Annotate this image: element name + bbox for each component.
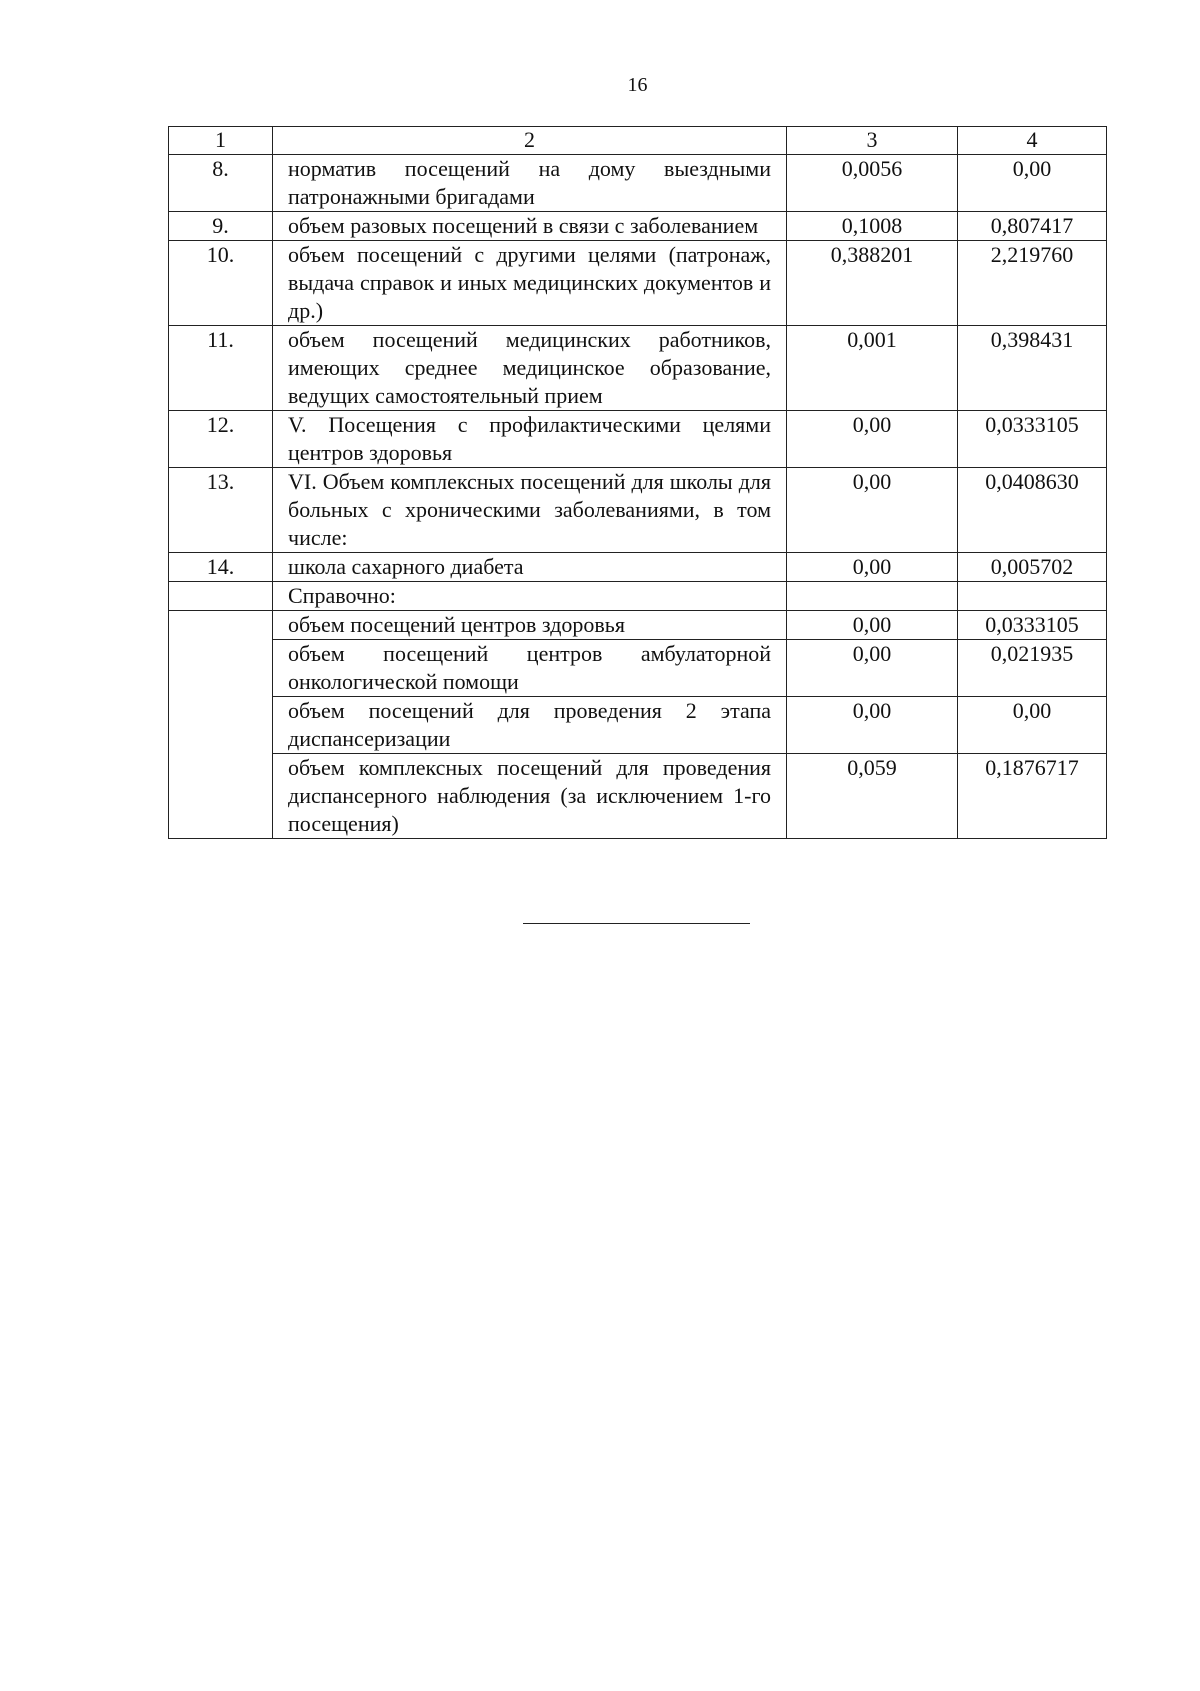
table-row — [169, 155, 1107, 212]
row-value-col3: 0,059 — [787, 754, 958, 839]
row-number: 8. — [169, 155, 273, 212]
table-row — [169, 611, 1107, 640]
table-row — [169, 326, 1107, 411]
row-value-col3: 0,00 — [787, 697, 958, 754]
table-row — [169, 553, 1107, 582]
row-value-col3: 0,388201 — [787, 241, 958, 326]
row-value-col4: 0,0333105 — [958, 611, 1107, 640]
row-description: объем разовых посещений в связи с заболеванием — [273, 212, 787, 241]
row-number: 9. — [169, 212, 273, 241]
reference-heading: Справочно: — [273, 582, 787, 611]
row-description: объем посещений центров здоровья — [273, 611, 787, 640]
row-value-col3: 0,1008 — [787, 212, 958, 241]
row-value-col4: 0,0333105 — [958, 411, 1107, 468]
row-value-col4: 0,00 — [958, 697, 1107, 754]
row-value-col4: 0,398431 — [958, 326, 1107, 411]
row-description: объем посещений для проведения 2 этапа диспансеризации — [273, 697, 787, 754]
page-number: 16 — [627, 74, 648, 96]
row-number — [169, 582, 273, 611]
table-row — [169, 411, 1107, 468]
row-value-col3: 0,00 — [787, 611, 958, 640]
row-value-col3: 0,00 — [787, 411, 958, 468]
row-description: объем посещений медицинских работников, имеющих среднее медицинское образование, ведущих самостоятельный прием — [273, 326, 787, 411]
row-description: VI. Объем комплексных посещений для школы для больных с хроническими заболеваниями, в том числе: — [273, 468, 787, 553]
row-number: 13. — [169, 468, 273, 553]
row-value-col3: 0,00 — [787, 468, 958, 553]
row-description: V. Посещения с профилактическими целями центров здоровья — [273, 411, 787, 468]
table-row-reference-heading — [169, 582, 1107, 611]
table-row — [169, 754, 1107, 839]
table-row — [169, 697, 1107, 754]
row-description: объем посещений центров амбулаторной онкологической помощи — [273, 640, 787, 697]
row-value-col4: 0,005702 — [958, 553, 1107, 582]
row-value-col3: 0,00 — [787, 553, 958, 582]
row-number: 14. — [169, 553, 273, 582]
row-value-col3: 0,0056 — [787, 155, 958, 212]
row-value-col3 — [787, 582, 958, 611]
header-col-3: 3 — [787, 127, 958, 155]
row-value-col3: 0,001 — [787, 326, 958, 411]
table-header-row — [169, 127, 1107, 155]
end-of-document-line — [523, 923, 750, 924]
row-number: 12. — [169, 411, 273, 468]
data-table — [168, 126, 1107, 839]
header-col-2: 2 — [273, 127, 787, 155]
row-value-col4: 0,00 — [958, 155, 1107, 212]
row-number — [169, 611, 273, 640]
row-value-col4: 0,021935 — [958, 640, 1107, 697]
row-number — [169, 754, 273, 839]
row-number — [169, 697, 273, 754]
row-value-col4: 0,807417 — [958, 212, 1107, 241]
header-col-1: 1 — [169, 127, 273, 155]
table-row — [169, 468, 1107, 553]
row-value-col4: 0,1876717 — [958, 754, 1107, 839]
table-row — [169, 212, 1107, 241]
row-number — [169, 640, 273, 697]
table-row — [169, 640, 1107, 697]
row-value-col4 — [958, 582, 1107, 611]
row-description: объем посещений с другими целями (патронаж, выдача справок и иных медицинских документов и др.) — [273, 241, 787, 326]
row-description: норматив посещений на дому выездными патронажными бригадами — [273, 155, 787, 212]
row-number: 10. — [169, 241, 273, 326]
row-number: 11. — [169, 326, 273, 411]
table-row — [169, 241, 1107, 326]
row-description: объем комплексных посещений для проведения диспансерного наблюдения (за исключением 1-го посещения) — [273, 754, 787, 839]
row-description: школа сахарного диабета — [273, 553, 787, 582]
header-col-4: 4 — [958, 127, 1107, 155]
row-value-col4: 0,0408630 — [958, 468, 1107, 553]
row-value-col4: 2,219760 — [958, 241, 1107, 326]
row-value-col3: 0,00 — [787, 640, 958, 697]
